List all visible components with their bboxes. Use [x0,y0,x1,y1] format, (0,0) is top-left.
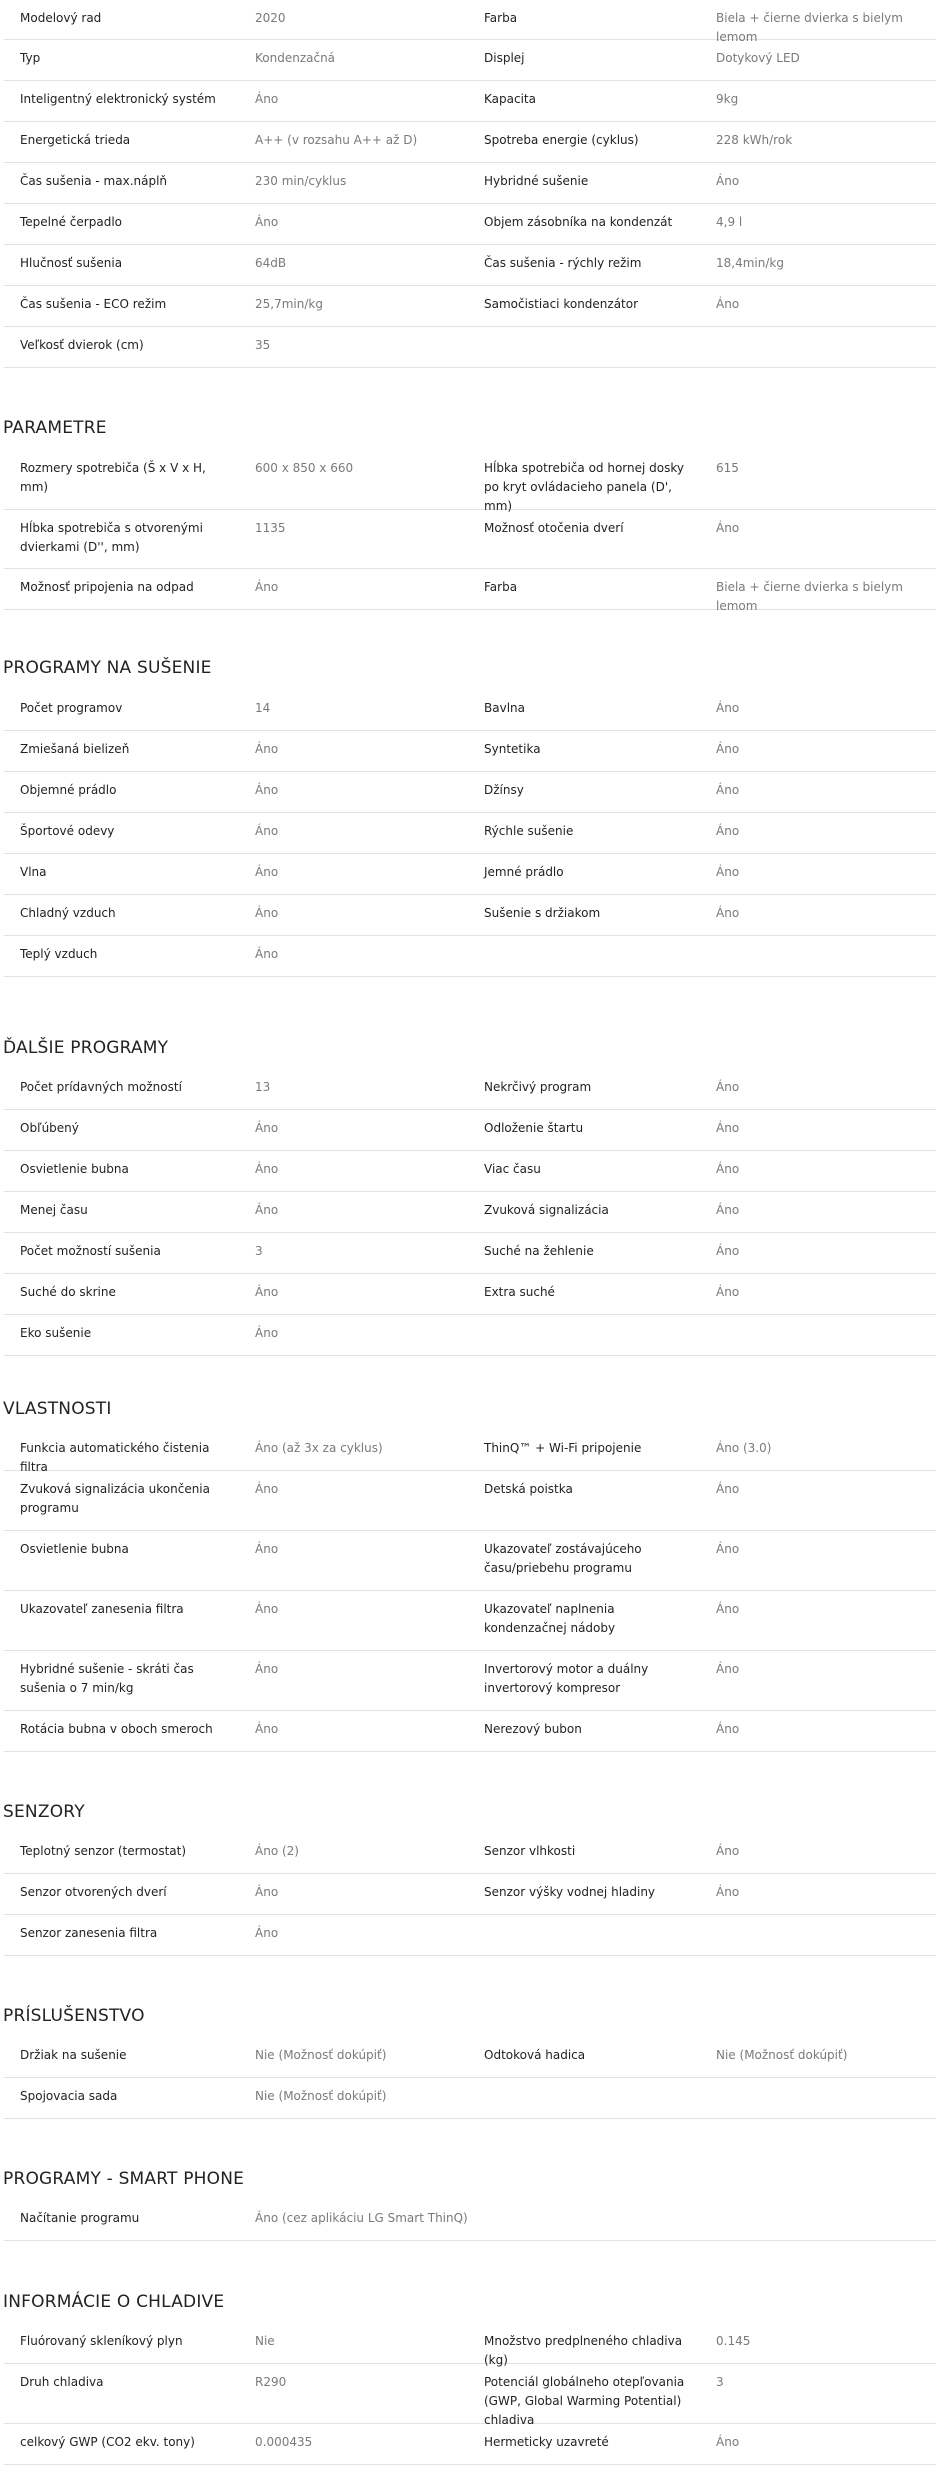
spec-value: Áno [716,1285,740,1299]
spec-table [4,2200,936,2241]
spec-value: 228 kWh/rok [716,133,793,147]
spec-value: Áno [716,297,740,311]
section-title: PARAMETRE [3,418,107,438]
spec-label: Typ [20,51,41,65]
spec-value: Áno (2) [255,1844,299,1858]
spec-label: Spotreba energie (cyklus) [484,133,639,147]
spec-row [4,1315,936,1356]
spec-value: 615 [716,461,739,475]
spec-value: 230 min/cyklus [255,174,347,188]
spec-row [4,1915,936,1956]
spec-label: Počet prídavných možností [20,1080,182,1094]
spec-table [4,1430,936,1752]
spec-label: Ukazovateľ zostávajúceho času/priebehu programu [484,1542,642,1575]
spec-value: Áno (až 3x za cyklus) [255,1441,383,1455]
spec-value: 0.145 [716,2334,751,2348]
spec-row [4,510,936,569]
spec-table [4,450,936,613]
spec-value: 4,9 l [716,215,743,229]
spec-label: Osvietlenie bubna [20,1542,129,1556]
spec-value: Áno [255,1121,279,1135]
spec-label: Teplý vzduch [20,947,98,961]
spec-label: Samočistiaci kondenzátor [484,297,639,311]
spec-row [4,204,936,245]
spec-row [4,1233,936,1274]
spec-label: Zvuková signalizácia ukončenia programu [20,1482,210,1515]
spec-label: Potenciál globálneho otepľovania (GWP, Global Warming Potential) chladiva [484,2375,685,2427]
spec-row [4,1069,936,1110]
spec-value: Áno [255,906,279,920]
spec-row [4,1833,936,1874]
spec-label: Chladný vzduch [20,906,116,920]
spec-value: Dotykový LED [716,51,800,65]
spec-value: Áno [716,1722,740,1736]
spec-label: Hybridné sušenie - skráti čas sušenia o 7 min/kg [20,1662,194,1695]
spec-row [4,40,936,81]
spec-label: Počet možností sušenia [20,1244,161,1258]
spec-row [4,2037,936,2078]
spec-label: Čas sušenia - max.náplň [20,174,168,188]
spec-row [4,854,936,895]
spec-value: Áno [716,1602,740,1616]
spec-value: Áno [255,1326,279,1340]
spec-label: Ukazovateľ zanesenia filtra [20,1602,184,1616]
spec-value: 3 [255,1244,263,1258]
spec-value: Áno [716,1662,740,1676]
spec-table [4,2323,936,2465]
spec-label: Sušenie s držiakom [484,906,601,920]
spec-value: Áno [255,742,279,756]
spec-value: Áno [255,1203,279,1217]
spec-label: Senzor výšky vodnej hladiny [484,1885,656,1899]
spec-label: Teplotný senzor (termostat) [20,1844,187,1858]
spec-label: Tepelné čerpadlo [20,215,122,229]
spec-value: 600 x 850 x 660 [255,461,354,475]
spec-value: Nie (Možnosť dokúpiť) [255,2048,387,2062]
spec-table [4,1833,936,1956]
spec-value: 13 [255,1080,271,1094]
spec-value: Nie [255,2334,275,2348]
spec-label: Športové odevy [20,824,115,838]
spec-row [4,813,936,854]
spec-value: Áno [255,947,279,961]
section-title: PRÍSLUŠENSTVO [3,2006,145,2026]
spec-value: Áno [716,521,740,535]
spec-label: Zvuková signalizácia [484,1203,609,1217]
spec-value: Áno (3.0) [716,1441,772,1455]
spec-row [4,81,936,122]
spec-label: Odloženie štartu [484,1121,584,1135]
spec-row [4,1531,936,1591]
spec-label: Nekrčivý program [484,1080,592,1094]
spec-value: Áno [255,1662,279,1676]
spec-value: Áno [255,1162,279,1176]
spec-value: Áno [716,906,740,920]
spec-label: Džínsy [484,783,524,797]
spec-value: Biela + čierne dvierka s bielym lemom [716,580,903,613]
spec-value: 25,7min/kg [255,297,323,311]
spec-label: Extra suché [484,1285,555,1299]
spec-value: Áno [716,1482,740,1496]
spec-value: Nie (Možnosť dokúpiť) [255,2089,387,2103]
spec-value: Áno [716,783,740,797]
spec-row [4,245,936,286]
spec-value: 1135 [255,521,286,535]
spec-label: Funkcia automatického čistenia filtra [20,1441,210,1474]
spec-label: Hĺbka spotrebiča od hornej dosky po kryt ovládacieho panela (D', mm) [484,461,684,513]
section-title: SENZORY [3,1802,85,1822]
spec-label: Rýchle sušenie [484,824,574,838]
spec-label: Objem zásobníka na kondenzát [484,215,673,229]
spec-label: Senzor vlhkosti [484,1844,576,1858]
spec-value: 64dB [255,256,287,270]
spec-label: ThinQ™ + Wi-Fi pripojenie [484,1441,642,1455]
spec-value: Áno [716,865,740,879]
spec-value: Nie (Možnosť dokúpiť) [716,2048,848,2062]
spec-value: Áno [716,2435,740,2449]
spec-value: Áno [716,1121,740,1135]
spec-value: Áno (cez aplikáciu LG Smart ThinQ) [255,2211,468,2225]
spec-label: Hlučnosť sušenia [20,256,123,270]
spec-row [4,1471,936,1531]
spec-value: Áno [255,215,279,229]
spec-label: Kapacita [484,92,536,106]
spec-value: A++ (v rozsahu A++ až D) [255,133,418,147]
spec-value: 2020 [255,11,286,25]
spec-table [4,2037,936,2119]
spec-value: Áno [716,742,740,756]
spec-value: Áno [716,1203,740,1217]
spec-label: Veľkosť dvierok (cm) [20,338,144,352]
spec-row [4,690,936,731]
section-title: ĎALŠIE PROGRAMY [3,1038,169,1058]
spec-label: Eko sušenie [20,1326,92,1340]
spec-label: Ukazovateľ naplnenia kondenzačnej nádoby [484,1602,616,1635]
spec-label: Jemné prádlo [484,865,564,879]
spec-label: Vlna [20,865,47,879]
spec-value: 0.000435 [255,2435,313,2449]
spec-label: Nerezový bubon [484,1722,582,1736]
spec-label: Inteligentný elektronický systém [20,92,216,106]
spec-label: Senzor otvorených dverí [20,1885,167,1899]
spec-label: Hermeticky uzavreté [484,2435,609,2449]
spec-value: Áno [716,1080,740,1094]
spec-row [4,163,936,204]
spec-value: Áno [716,1542,740,1556]
spec-value: Áno [716,1244,740,1258]
spec-label: Hybridné sušenie [484,174,589,188]
spec-label: Rozmery spotrebiča (Š x V x H, mm) [20,461,206,494]
spec-row [4,286,936,327]
spec-label: Fluórovaný skleníkový plyn [20,2334,183,2348]
spec-row [4,895,936,936]
spec-row [4,2078,936,2119]
spec-label: Odtoková hadica [484,2048,586,2062]
spec-label: Čas sušenia - rýchly režim [484,256,642,270]
spec-value: Áno [255,1482,279,1496]
spec-label: Menej času [20,1203,88,1217]
spec-row [4,1110,936,1151]
spec-row [4,1651,936,1711]
spec-label: Detská poistka [484,1482,573,1496]
spec-value: Áno [255,824,279,838]
spec-row [4,772,936,813]
spec-value: Áno [255,783,279,797]
spec-label: Obľúbený [20,1121,79,1135]
spec-row [4,1874,936,1915]
spec-label: Syntetika [484,742,541,756]
spec-row [4,1151,936,1192]
spec-table [4,1069,936,1356]
spec-label: Čas sušenia - ECO režim [20,297,167,311]
spec-row [4,1591,936,1651]
spec-label: Druh chladiva [20,2375,104,2389]
spec-value: Áno [716,1885,740,1899]
spec-row [4,1430,936,1474]
spec-value: Áno [716,824,740,838]
spec-label: Počet programov [20,701,123,715]
spec-value: Biela + čierne dvierka s bielym lemom [716,11,903,44]
spec-label: Invertorový motor a duálny invertorový kompresor [484,1662,649,1695]
spec-table [4,0,936,368]
spec-value: Kondenzačná [255,51,336,65]
spec-value: 9kg [716,92,739,106]
spec-row [4,936,936,977]
spec-value: Áno [255,1285,279,1299]
spec-value: Áno [255,580,279,594]
spec-row [4,1711,936,1752]
spec-value: Áno [255,92,279,106]
spec-label: Osvietlenie bubna [20,1162,129,1176]
spec-label: celkový GWP (CO2 ekv. tony) [20,2435,195,2449]
spec-table [4,690,936,977]
spec-value: Áno [255,865,279,879]
spec-label: Spojovacia sada [20,2089,118,2103]
spec-label: Možnosť otočenia dverí [484,521,624,535]
section-title: VLASTNOSTI [3,1399,112,1419]
spec-label: Suché do skrine [20,1285,116,1299]
spec-row [4,731,936,772]
spec-label: Hĺbka spotrebiča s otvorenými dvierkami (D'', mm) [20,521,203,554]
spec-row [4,327,936,368]
spec-label: Načítanie programu [20,2211,140,2225]
spec-row [4,450,936,513]
spec-label: Zmiešaná bielizeň [20,742,130,756]
spec-label: Farba [484,11,518,25]
spec-value: Áno [716,1844,740,1858]
spec-value: Áno [255,1885,279,1899]
spec-row [4,2200,936,2241]
spec-row [4,0,936,44]
section-title: PROGRAMY NA SUŠENIE [3,658,212,678]
spec-label: Energetická trieda [20,133,131,147]
spec-value: Áno [716,701,740,715]
spec-row [4,2424,936,2465]
spec-value: 18,4min/kg [716,256,784,270]
spec-row [4,1274,936,1315]
spec-label: Farba [484,580,518,594]
spec-row [4,2323,936,2367]
section-title: INFORMÁCIE O CHLADIVE [3,2292,225,2312]
spec-label: Bavlna [484,701,525,715]
spec-label: Viac času [484,1162,541,1176]
spec-value: 14 [255,701,271,715]
spec-row [4,569,936,613]
spec-value: Áno [255,1722,279,1736]
spec-value: R290 [255,2375,287,2389]
spec-value: Áno [255,1926,279,1940]
spec-label: Množstvo predplneného chladiva (kg) [484,2334,683,2367]
spec-value: Áno [255,1542,279,1556]
spec-value: Áno [716,1162,740,1176]
spec-label: Senzor zanesenia filtra [20,1926,158,1940]
spec-label: Displej [484,51,525,65]
spec-label: Rotácia bubna v oboch smeroch [20,1722,213,1736]
spec-label: Modelový rad [20,11,102,25]
spec-value: 3 [716,2375,724,2389]
spec-label: Držiak na sušenie [20,2048,127,2062]
spec-value: 35 [255,338,271,352]
spec-row [4,122,936,163]
spec-value: Áno [255,1602,279,1616]
spec-label: Suché na žehlenie [484,1244,594,1258]
section-title: PROGRAMY - SMART PHONE [3,2169,245,2189]
spec-value: Áno [716,174,740,188]
spec-row [4,2364,936,2427]
spec-label: Možnosť pripojenia na odpad [20,580,194,594]
spec-label: Objemné prádlo [20,783,117,797]
spec-row [4,1192,936,1233]
